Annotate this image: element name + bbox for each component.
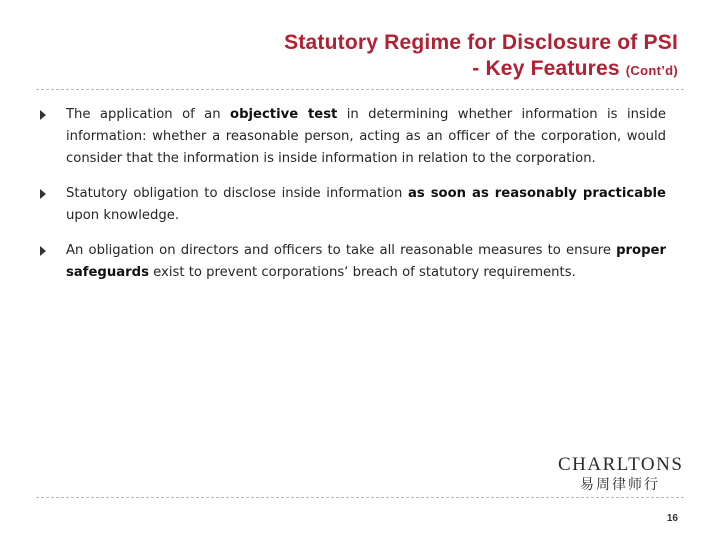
- bullet-emphasis: proper safeguards: [66, 243, 666, 280]
- bullet-arrow-icon: [40, 246, 46, 256]
- bullet-item: [40, 240, 666, 284]
- bullet-text: [66, 183, 666, 227]
- page-number: 16: [666, 513, 678, 524]
- bullet-arrow-icon: [40, 110, 46, 120]
- bullet-arrow-icon: [40, 189, 46, 199]
- logo-chinese-text: 易周律师行: [580, 477, 660, 493]
- bullet-segment: Statutory obligation to disclose inside information: [66, 186, 408, 201]
- bullet-segment: upon knowledge.: [66, 208, 180, 223]
- bullet-segment: An obligation on directors and officers to take all reasonable measures to ensure: [66, 243, 617, 258]
- bullet-item: [40, 104, 666, 170]
- top-divider: [36, 89, 684, 90]
- bullet-text: [66, 240, 666, 284]
- title-line-2-main: - Key Features: [472, 57, 626, 80]
- bullet-emphasis: objective test: [230, 107, 338, 122]
- charltons-logo: [558, 454, 682, 494]
- slide-title: [284, 30, 678, 84]
- bullet-item: [40, 183, 666, 227]
- bullet-list: [40, 104, 666, 297]
- bullet-segment: in determining whether information is inside information: whether a reasonable person, acting as an officer of the corporation, would consider that the information is inside information in relation to the corporation.: [66, 107, 666, 166]
- bottom-divider: [36, 497, 684, 498]
- title-line-2: [284, 56, 678, 84]
- logo-english-text: CHARLTONS: [558, 454, 684, 475]
- bullet-segment: exist to prevent corporations‘ breach of statutory requirements.: [148, 265, 576, 280]
- bullet-text: [66, 104, 666, 170]
- title-suffix: (Cont’d): [625, 63, 678, 78]
- bullet-emphasis: as soon as reasonably practicable: [407, 186, 666, 201]
- title-line-1: Statutory Regime for Disclosure of PSI: [284, 31, 678, 54]
- bullet-segment: The application of an: [66, 107, 231, 122]
